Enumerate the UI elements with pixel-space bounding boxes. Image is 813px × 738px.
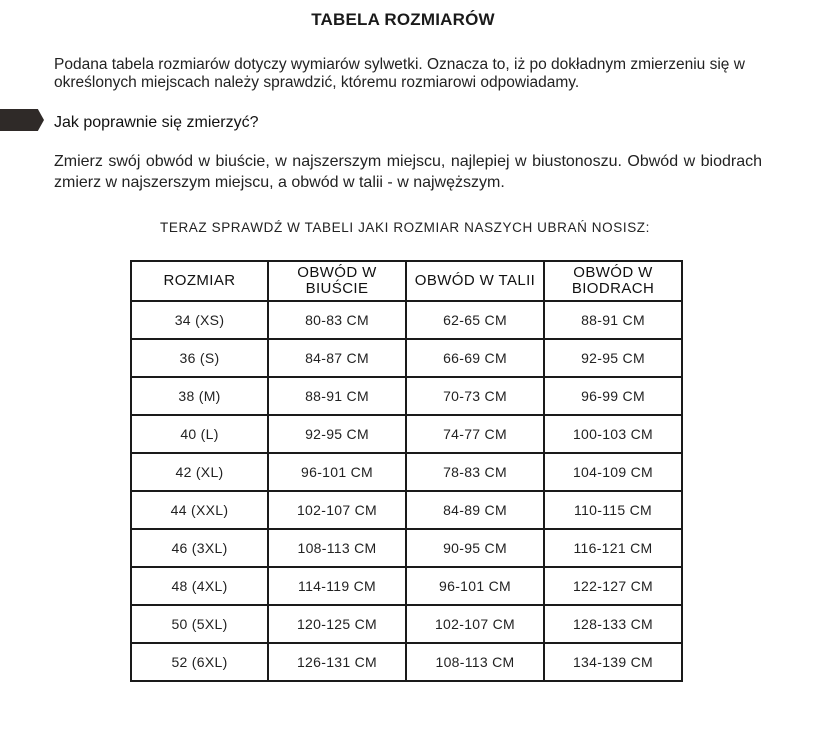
- cell-bust: 92-95 CM: [268, 415, 406, 453]
- table-row: [131, 643, 682, 681]
- cell-waist: 62-65 CM: [406, 301, 544, 339]
- cell-size: 40 (L): [131, 415, 268, 453]
- cell-hips: 92-95 CM: [544, 339, 682, 377]
- table-row: [131, 453, 682, 491]
- measurement-instructions: Zmierz swój obwód w biuście, w najszerszym miejscu, najlepiej w biustonoszu. Obwód w biodrach zmierz w najszerszym miejscu, a obwód w talii - w najwęższym.: [54, 153, 762, 191]
- cell-size: 36 (S): [131, 339, 268, 377]
- cell-size: 38 (M): [131, 377, 268, 415]
- table-row: [131, 301, 682, 339]
- table-row: [131, 567, 682, 605]
- cell-hips: 116-121 CM: [544, 529, 682, 567]
- cell-size: 46 (3XL): [131, 529, 268, 567]
- cell-waist: 78-83 CM: [406, 453, 544, 491]
- cell-waist: 84-89 CM: [406, 491, 544, 529]
- cell-size: 52 (6XL): [131, 643, 268, 681]
- table-row: [131, 491, 682, 529]
- cell-hips: 104-109 CM: [544, 453, 682, 491]
- cell-waist: 74-77 CM: [406, 415, 544, 453]
- cell-hips: 134-139 CM: [544, 643, 682, 681]
- table-row: [131, 529, 682, 567]
- size-chart-table: [130, 260, 683, 682]
- cell-bust: 114-119 CM: [268, 567, 406, 605]
- cell-bust: 84-87 CM: [268, 339, 406, 377]
- cell-size: 50 (5XL): [131, 605, 268, 643]
- intro-paragraph: Podana tabela rozmiarów dotyczy wymiarów sylwetki. Oznacza to, iż po dokładnym zmierzeniu się w określonych miejscach należy sprawdzić, któremu rozmiarowi odpowiadamy.: [54, 56, 745, 91]
- cell-waist: 70-73 CM: [406, 377, 544, 415]
- cell-waist: 96-101 CM: [406, 567, 544, 605]
- cell-size: 34 (XS): [131, 301, 268, 339]
- header-hips: OBWÓD W BIODRACH: [544, 261, 682, 301]
- cell-bust: 120-125 CM: [268, 605, 406, 643]
- howto-heading: Jak poprawnie się zmierzyć?: [54, 114, 259, 131]
- cell-hips: 96-99 CM: [544, 377, 682, 415]
- cell-hips: 100-103 CM: [544, 415, 682, 453]
- cell-bust: 80-83 CM: [268, 301, 406, 339]
- cell-bust: 102-107 CM: [268, 491, 406, 529]
- table-row: [131, 605, 682, 643]
- header-size: ROZMIAR: [131, 261, 268, 301]
- table-row: [131, 339, 682, 377]
- cell-size: 48 (4XL): [131, 567, 268, 605]
- table-row: [131, 377, 682, 415]
- cell-waist: 66-69 CM: [406, 339, 544, 377]
- cell-bust: 96-101 CM: [268, 453, 406, 491]
- header-row: [131, 261, 682, 301]
- header-waist: OBWÓD W TALII: [406, 261, 544, 301]
- cell-waist: 90-95 CM: [406, 529, 544, 567]
- table-subtitle: TERAZ SPRAWDŹ W TABELI JAKI ROZMIAR NASZYCH UBRAŃ NOSISZ:: [160, 220, 650, 235]
- header-bust: OBWÓD W BIUŚCIE: [268, 261, 406, 301]
- cell-hips: 122-127 CM: [544, 567, 682, 605]
- size-chart-body: [131, 301, 682, 681]
- cell-hips: 128-133 CM: [544, 605, 682, 643]
- section-marker-arrow: [0, 109, 44, 131]
- cell-bust: 88-91 CM: [268, 377, 406, 415]
- page-title: TABELA ROZMIARÓW: [311, 10, 495, 29]
- size-chart-header: [131, 261, 682, 301]
- table-row: [131, 415, 682, 453]
- cell-bust: 126-131 CM: [268, 643, 406, 681]
- cell-size: 44 (XXL): [131, 491, 268, 529]
- cell-waist: 102-107 CM: [406, 605, 544, 643]
- cell-bust: 108-113 CM: [268, 529, 406, 567]
- cell-waist: 108-113 CM: [406, 643, 544, 681]
- cell-hips: 88-91 CM: [544, 301, 682, 339]
- cell-hips: 110-115 CM: [544, 491, 682, 529]
- cell-size: 42 (XL): [131, 453, 268, 491]
